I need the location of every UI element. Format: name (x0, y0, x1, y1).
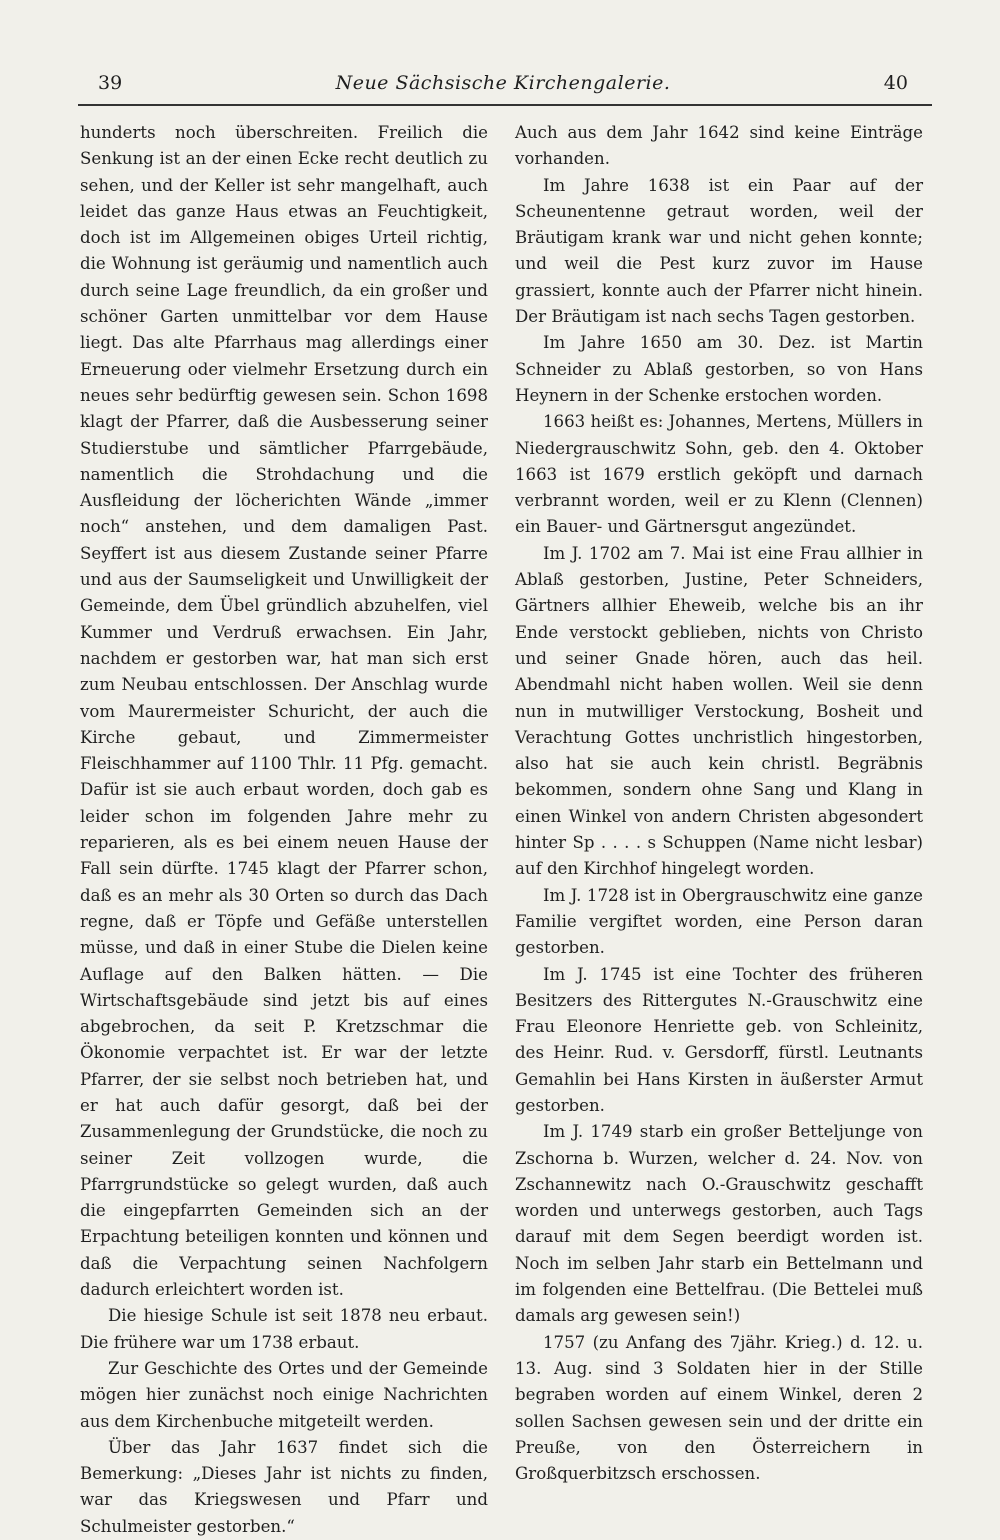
running-title: Neue Sächsische Kirchengalerie. (335, 72, 671, 94)
right-column (515, 120, 923, 1487)
paragraph: Zur Geschichte des Ortes und der Gemeinde mögen hier zunächst noch einige Nachrichten aus dem Kirchenbuche mitgeteilt werden. (80, 1358, 488, 1431)
paragraph: 1757 (zu Anfang des 7jähr. Krieg.) d. 12. u. 13. Aug. sind 3 Soldaten hier in der Stille begraben worden auf einem Winkel, deren 2 sollen Sachsen gewesen sein und der dritte ein Preuße, von den Österreichern in Großquerbitzsch erschossen. (515, 1332, 923, 1484)
left-column (80, 120, 488, 1540)
paragraph: Im J. 1745 ist eine Tochter des früheren Besitzers des Rittergutes N.-Grauschwitz eine Frau Eleonore Henriette geb. von Schleinitz, des Heinr. Rud. v. Gersdorff, fürstl. Leutnants Gemahlin bei Hans Kirsten in äußerster Armut gestorben. (515, 964, 923, 1115)
paragraph: Im J. 1749 starb ein großer Betteljunge von Zschorna b. Wurzen, welcher d. 24. Nov. von Zschannewitz nach O.-Grauschwitz geschafft worden und unterwegs gestorben, auch Tags darauf mit dem Segen beerdigt worden ist. Noch im selben Jahr starb ein Bettelmann und im folgenden eine Bettelfrau. (Die Bettelei muß damals arg gewesen sein!) (515, 1122, 923, 1326)
running-header (98, 72, 908, 98)
page-number-left: 39 (98, 72, 123, 94)
paragraph: Über das Jahr 1637 findet sich die Bemerkung: „Dieses Jahr ist nichts zu finden, war das Kriegswesen und Pfarr und Schulmeister gestorben.“ (80, 1437, 488, 1536)
paragraph: Im J. 1728 ist in Obergrauschwitz eine ganze Familie vergiftet worden, eine Person daran gestorben. (515, 885, 923, 958)
paragraph: hunderts noch überschreiten. Freilich die Senkung ist an der einen Ecke recht deutlich zu sehen, und der Keller ist sehr mangelhaft, auch leidet das ganze Haus etwas an Feuchtigkeit, doch ist im Allgemeinen obiges Urteil richtig, die Wohnung ist geräumig und namentlich auch durch seine Lage freundlich, da ein großer und schöner Garten unmittelbar vor dem Hause liegt. Das alte Pfarrhaus mag allerdings einer Erneuerung oder vielmehr Ersetzung durch ein neues sehr bedürftig gewesen sein. Schon 1698 klagt der Pfarrer, daß die Ausbesserung seiner Studierstube und sämtlicher Pfarrgebäude, namentlich die Strohdachung und die Ausfleidung der löcherichten Wände „immer noch“ anstehen, und dem damaligen Past. Seyffert ist aus diesem Zustande seiner Pfarre und aus der Saumseligkeit und Unwilligkeit der Gemeinde, dem Übel gründlich abzuhelfen, viel Kummer und Verdruß erwachsen. Ein Jahr, nachdem er gestorben war, hat man sich erst zum Neubau entschlossen. Der Anschlag wurde vom Maurermeister Schuricht, der auch die Kirche gebaut, und Zimmermeister Fleischhammer auf 1100 Thlr. 11 Pfg. gemacht. Dafür ist sie auch erbaut worden, doch gab es leider schon im folgenden Jahre mehr zu reparieren, als es bei einem neuen Hause der Fall sein dürfte. 1745 klagt der Pfarrer schon, daß es an mehr als 30 Orten so durch das Dach regne, daß er Töpfe und Gefäße unterstellen müsse, und daß in einer Stube die Dielen keine Auflage auf den Balken hätten. — Die Wirtschaftsgebäude sind jetzt bis auf eines abgebrochen, da seit P. Kretzschmar die Ökonomie verpachtet ist. Er war der letzte Pfarrer, der sie selbst noch betrieben hat, und er hat auch dafür gesorgt, daß bei der Zusammenlegung der Grundstücke, die noch zu seiner Zeit vollzogen wurde, die Pfarrgrundstücke so gelegt wurden, daß auch die eingepfarrten Gemeinden sich an der Erpachtung beteiligen konnten und können und daß die Verpachtung seinen Nachfolgern dadurch erleichtert worden ist. (80, 123, 488, 1300)
page-number-right: 40 (883, 72, 908, 94)
paragraph: Im J. 1702 am 7. Mai ist eine Frau allhier in Ablaß gestorben, Justine, Peter Schneiders, Gärtners allhier Eheweib, welche bis an ihr Ende verstockt geblieben, nichts von Christo und seiner Gnade hören, auch das heil. Abendmahl nicht haben wollen. Weil sie denn nun in mutwilliger Verstockung, Bosheit und Verachtung Gottes unchristlich hingestorben, also hat sie auch kein christl. Begräbnis bekommen, sondern ohne Sang und Klang in einen Winkel von andern Christen abgesondert hinter Sp . . . . s Schuppen (Name nicht lesbar) auf den Kirchhof hingelegt worden. (515, 543, 923, 879)
paragraph: Im Jahre 1638 ist ein Paar auf der Scheunentenne getraut worden, weil der Bräutigam krank war und nicht gehen konnte; und weil die Pest kurz zuvor im Hause grassiert, konnte auch der Pfarrer nicht hinein. Der Bräutigam ist nach sechs Tagen gestorben. (515, 175, 923, 327)
paragraph: Im Jahre 1650 am 30. Dez. ist Martin Schneider zu Ablaß gestorben, so von Hans Heynern in der Schenke erstochen worden. (515, 333, 923, 405)
paragraph: Auch aus dem Jahr 1642 sind keine Einträge vorhanden. (515, 123, 923, 169)
paragraph: Die hiesige Schule ist seit 1878 neu erbaut. Die frühere war um 1738 erbaut. (80, 1306, 488, 1352)
header-rule (78, 104, 932, 106)
paragraph: 1663 heißt es: Johannes, Mertens, Müllers in Niedergrauschwitz Sohn, geb. den 4. Oktober 1663 ist 1679 erstlich geköpft und darnach verbrannt worden, weil er zu Klenn (Clennen) ein Bauer- und Gärtnersgut angezündet. (515, 412, 923, 537)
